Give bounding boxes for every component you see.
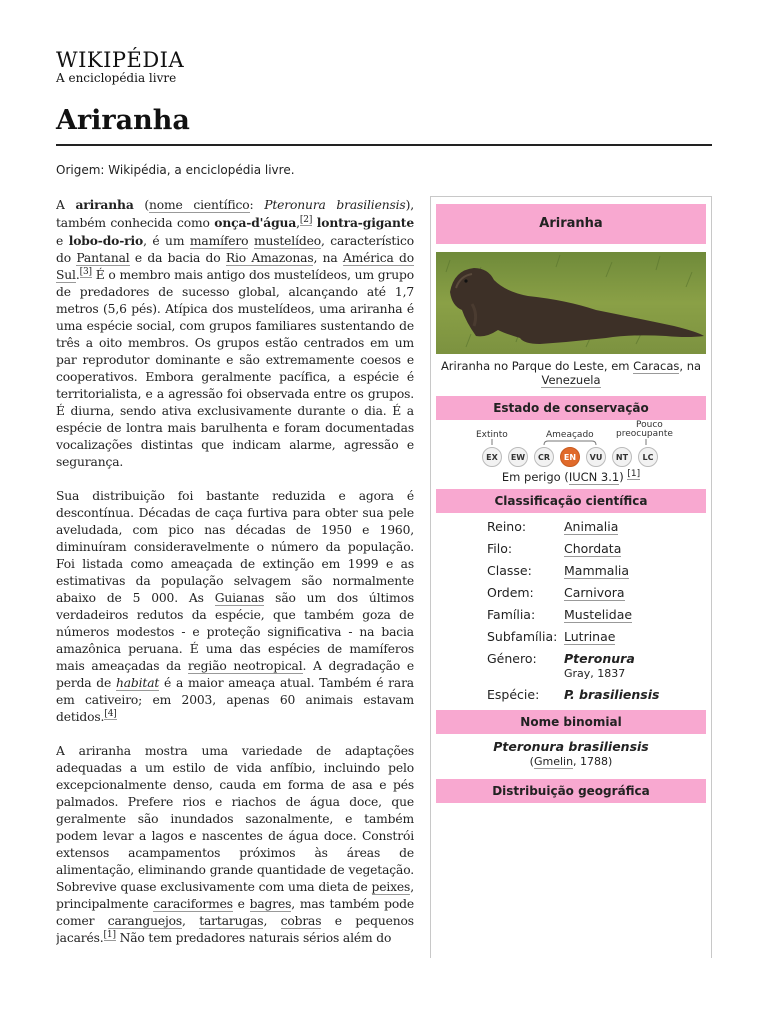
otter-image-icon <box>436 252 706 354</box>
text: , <box>296 216 300 230</box>
photo-caption <box>436 359 706 387</box>
page-cutoff <box>0 958 768 1024</box>
ref-1-infobox[interactable]: [1] <box>627 469 641 480</box>
article-body <box>56 196 414 958</box>
text: ( <box>560 470 569 484</box>
rank-familia: Família: <box>487 607 536 622</box>
page-title: Ariranha <box>56 105 190 136</box>
text: Ariranha no Parque do Leste, em <box>440 359 634 373</box>
text: é a maior ameaça atual. Também é rara em cativeiro; em 2003, apenas 60 animais estavam detidos. <box>56 676 414 724</box>
status-ew[interactable]: EW <box>508 447 528 467</box>
link-regiao-neotropical[interactable]: região neotropical <box>187 659 303 673</box>
text: , principalmente <box>56 880 414 911</box>
rank-especie: Espécie: <box>487 687 540 702</box>
binomial-name: Pteronura brasiliensis <box>493 739 649 754</box>
link-america-do-sul[interactable]: América do Sul <box>56 251 414 282</box>
link-peixes[interactable]: peixes <box>371 880 411 894</box>
logo-wordmark: WIKIPÉDIA <box>56 48 185 72</box>
link-mustelideo[interactable]: mustelídeo <box>253 234 321 248</box>
distribution-header: Distribuição geográfica <box>436 779 706 803</box>
link-caranguejos[interactable]: caranguejos <box>107 914 183 928</box>
link-caraciformes[interactable]: caraciformes <box>153 897 233 911</box>
text: ( <box>529 755 534 768</box>
text: , na <box>679 359 702 373</box>
text: Em perigo <box>501 470 561 484</box>
text: e pequenos jacarés. <box>56 914 414 945</box>
link-animalia[interactable]: Animalia <box>564 519 619 534</box>
link-chordata[interactable]: Chordata <box>564 541 622 556</box>
text: . A degradação e perda de <box>56 659 414 690</box>
text: Sua distribuição foi bastante reduzida e agora é descontínua. Décadas de caça furtiva para obter sua pele aveludada, com pico nas décadas de 1950 e 1960, diminuíram consideravelmente o número da população. Foi listada como ameaçada de extinção em 1999 e as estimativas da população selvagem são normalmente abaixo de 5 000. As <box>56 489 414 605</box>
link-carnivora[interactable]: Carnivora <box>564 585 625 600</box>
link-mustelidae[interactable]: Mustelidae <box>564 607 633 622</box>
title-divider <box>56 144 712 146</box>
status-nt[interactable]: NT <box>612 447 632 467</box>
label-least-concern-1: Pouco <box>636 420 663 430</box>
otter-photo[interactable] <box>436 252 706 354</box>
text: e <box>232 897 250 911</box>
link-lutrinae[interactable]: Lutrinae <box>564 629 616 644</box>
rank-ordem: Ordem: <box>487 585 534 600</box>
link-iucn[interactable]: IUCN 3.1 <box>568 470 620 484</box>
ref-2[interactable]: [2] <box>299 214 313 225</box>
ref-3[interactable]: [3] <box>79 266 92 277</box>
infobox <box>430 196 712 958</box>
conservation-header: Estado de conservação <box>436 396 706 420</box>
species-name: P. brasiliensis <box>564 687 660 702</box>
status-lc[interactable]: LC <box>638 447 658 467</box>
status-ex[interactable]: EX <box>482 447 502 467</box>
text: Não tem predadores naturais sérios além do <box>115 931 392 945</box>
bold-term: onça-d'água <box>214 215 297 230</box>
text: É o membro mais antigo dos mustelídeos, um grupo de predadores de sucesso global, alcançando até 1,7 metros (5,6 pés). Atípica dos mustelídeos, uma ariranha é uma espécie social, com grupos familiares sustentando de três a oito membros. Os grupos estão centrados em um par reprodutor dominante e são extremamente coesos e cooperativos. Embora geralmente pacífica, a espécie é territorialista, e a agressão foi observada entre os grupos. É diurna, sendo ativa exclusivamente durante o dia. É a espécie de lontra mais barulhenta e foram documentadas vocalizações distintas que indicam alarme, agressão e segurança. <box>56 268 414 469</box>
link-rio-amazonas[interactable]: Rio Amazonas <box>225 251 314 265</box>
status-cr[interactable]: CR <box>534 447 554 467</box>
rank-filo: Filo: <box>487 541 513 556</box>
logo-tagline: A enciclopédia livre <box>56 71 177 85</box>
link-cobras[interactable]: cobras <box>280 914 322 928</box>
bold-term: lontra-gigante <box>316 215 414 230</box>
paragraph-intro <box>56 196 414 471</box>
text: e <box>56 234 69 248</box>
link-tartarugas[interactable]: tartarugas <box>199 914 264 928</box>
text: , é um <box>143 234 190 248</box>
link-mammalia[interactable]: Mammalia <box>564 563 630 578</box>
rank-genero: Género: <box>487 651 537 666</box>
bold-term: ariranha <box>75 197 134 212</box>
link-habitat[interactable]: habitat <box>115 676 160 690</box>
scientific-name: Pteronura brasiliensis <box>264 198 406 212</box>
infobox-title: Ariranha <box>436 204 706 244</box>
conservation-status-scale <box>436 420 706 484</box>
bold-term: lobo-do-rio <box>68 233 144 248</box>
link-mamifero[interactable]: mamífero <box>189 234 249 248</box>
text: A ariranha mostra uma variedade de adaptações adequadas a um estilo de vida anfíbio, incluindo pelo excepcionalmente denso, cauda em forma de asa e pés palmados. Prefere rios e riachos de água doce, que geralmente são inundados sazonalmente, e também podem levar a lagos e nascentes de água doce. Constrói extensos acampamentos próximos às áreas de alimentação, eliminando grande quantidade de vegetação. Sobrevive quase exclusivamente com uma dieta de <box>56 744 414 894</box>
text: , característico do <box>56 234 414 265</box>
status-en[interactable]: EN <box>560 447 580 467</box>
label-least-concern-2: preocupante <box>616 429 673 439</box>
status-vu[interactable]: VU <box>586 447 606 467</box>
rank-classe: Classe: <box>487 563 532 578</box>
ref-4[interactable]: [4] <box>104 708 117 719</box>
paragraph-adaptations <box>56 743 414 947</box>
link-guianas[interactable]: Guianas <box>214 591 265 605</box>
paragraph-distribution <box>56 488 414 726</box>
binomial-header: Nome binomial <box>436 710 706 734</box>
text: . <box>75 268 80 282</box>
text: A <box>56 198 76 212</box>
status-brackets <box>436 423 706 447</box>
link-pantanal[interactable]: Pantanal <box>76 251 130 265</box>
rank-subfamilia: Subfamília: <box>487 629 558 644</box>
text: ) <box>619 470 628 484</box>
label-threatened: Ameaçado <box>546 430 594 440</box>
text: , <box>182 914 200 928</box>
text: e da bacia do <box>129 251 226 265</box>
link-nome-cientifico[interactable]: nome científico <box>149 198 250 212</box>
text: : <box>249 198 265 212</box>
classification-header: Classificação científica <box>436 489 706 513</box>
text: são um dos últimos verdadeiros redutos da espécie, que também goza de números modestos - e proteção significativa - na bacia amazônica peruana. É uma das espécies de mamíferos mais ameaçadas da <box>56 591 414 673</box>
link-gmelin[interactable]: Gmelin <box>533 755 574 768</box>
text: , <box>263 914 281 928</box>
ref-1[interactable]: [1] <box>103 929 116 940</box>
link-venezuela[interactable]: Venezuela <box>541 373 601 387</box>
text: ), também conhecida como <box>56 198 414 230</box>
text: , 1788) <box>573 755 613 768</box>
genus-name: Pteronura <box>564 651 635 666</box>
text: , na <box>313 251 343 265</box>
label-extinct: Extinto <box>476 430 508 440</box>
text: ( <box>133 198 150 212</box>
origin-line: Origem: Wikipédia, a enciclopédia livre. <box>56 163 295 177</box>
link-bagres[interactable]: bagres <box>249 897 292 911</box>
rank-reino: Reino: <box>487 519 527 534</box>
text: , mas também pode comer <box>56 897 414 928</box>
binomial-authority <box>436 755 706 768</box>
status-reference <box>436 470 706 484</box>
genus-authority: Gray, 1837 <box>564 667 626 680</box>
wikipedia-logo[interactable] <box>56 49 184 85</box>
link-caracas[interactable]: Caracas <box>633 359 680 373</box>
